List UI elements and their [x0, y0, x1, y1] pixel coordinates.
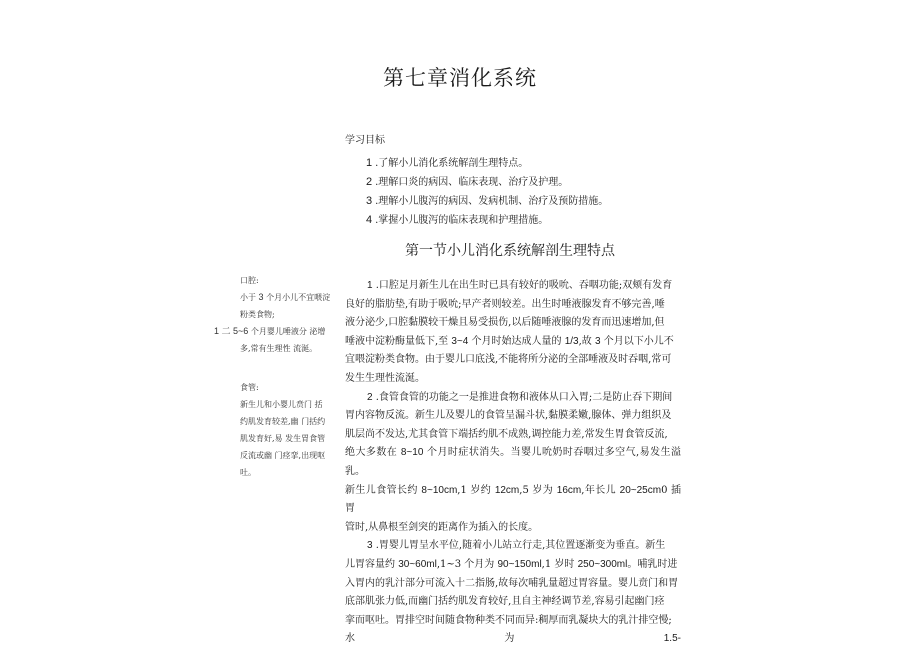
- note-number: 1 二 5~6: [214, 326, 249, 336]
- section-title: 第一节小儿消化系统解剖生理特点: [405, 243, 615, 259]
- paragraph-esophagus: [345, 389, 681, 538]
- note-line: 反流或幽 门痉挛,出现呕: [240, 451, 326, 460]
- learning-goal-item: [366, 154, 608, 173]
- note-text: 小于: [240, 293, 259, 302]
- text-line: 肌层尚不发达,尤其食管下端括约肌不成熟,调控能力差,常发生胃食管反流,: [345, 428, 668, 440]
- note-line: 食管:: [240, 383, 259, 392]
- learning-goal-item: [366, 211, 608, 230]
- body-text: [345, 277, 681, 649]
- text-span: 个月以下小儿不: [600, 335, 674, 347]
- text-span: 水: [345, 633, 355, 645]
- number-span: 20~25cm: [619, 484, 662, 496]
- text-line: [345, 277, 681, 296]
- text-span: 为: [504, 633, 515, 645]
- text-span: 。哺乳时进: [627, 558, 678, 570]
- number-span: 90~150ml: [497, 558, 542, 570]
- text-line: [345, 537, 681, 556]
- text-span: 新生儿食管长约: [345, 484, 422, 496]
- goal-text: .掌握小儿腹泻的临床表现和护理措施。: [375, 215, 549, 226]
- text-line: [345, 389, 681, 408]
- number-span: 8~10: [400, 447, 424, 459]
- note-line: 多,常有生理性 流涎。: [240, 344, 318, 353]
- number-span: 12cm: [494, 484, 520, 496]
- text-line: 宜喂淀粉类食物。由于婴儿口底浅,不能将所分泌的全部唾液及时吞咽,常可: [345, 354, 672, 366]
- goal-number: 3: [366, 195, 373, 207]
- text-span: ,1 岁约: [457, 484, 495, 496]
- text-span: 儿胃容量约: [345, 558, 399, 570]
- goal-number: 2: [366, 176, 373, 188]
- text-span: 唾液中淀粉酶量低下,至: [345, 335, 452, 347]
- goal-text: .理解口炎的病因、临床表现、治疗及护理。: [375, 177, 569, 188]
- text-line: [345, 444, 681, 481]
- text-span: 绝大多数在: [345, 447, 401, 459]
- note-line: [214, 289, 340, 306]
- text-line: [345, 556, 681, 575]
- note-line: [214, 323, 340, 340]
- note-number: 3: [258, 292, 264, 302]
- note-line: 新生儿和小婴儿贲门 括: [240, 400, 323, 409]
- goal-number: 4: [366, 214, 373, 226]
- note-line: 肌发育好,易 发生胃食管: [240, 434, 326, 443]
- number-span: 1.5-: [663, 633, 681, 645]
- note-text: 个月小儿不宜喂淀: [263, 293, 331, 302]
- text-line: 发生生理性流涎。: [345, 372, 425, 384]
- note-line: 粉类食物;: [240, 310, 275, 319]
- text-line: 良好的脂肪垫,有助于吸吮;早产者则较差。出生时唾液腺发育不够完善,唾: [345, 298, 665, 310]
- goal-text: .了解小儿消化系统解剖生理特点。: [375, 158, 529, 169]
- margin-notes: [214, 272, 340, 481]
- text-span: .口腔足月新生儿在出生时已具有较好的吸吮、吞咽功能;双颊有发育: [372, 280, 673, 291]
- text-span: ,1~3 个月为: [436, 558, 498, 570]
- note-line: 约肌发育较差,幽 门括约: [240, 417, 326, 426]
- learning-goals-label: 学习目标: [345, 135, 385, 146]
- text-span: ,1 岁时: [541, 558, 578, 570]
- text-line: 底部肌张力低,而幽门括约肌发育较好,且自主神经调节差,容易引起幽门痉: [345, 596, 665, 608]
- text-span: ,5 岁为: [519, 484, 557, 496]
- number-span: 1/3: [564, 335, 579, 347]
- margin-note-mouth: [214, 272, 340, 357]
- note-line: 口腔:: [240, 276, 259, 285]
- text-span: .胃婴儿胃呈水平位,随着小儿站立行走,其位置逐渐变为垂直。新生: [372, 540, 666, 552]
- learning-goals-list: [366, 154, 608, 230]
- text-line: 入胃内的乳汁部分可流入十二指肠,故每次哺乳量超过胃容量。婴儿贲门和胃: [345, 577, 679, 589]
- text-span: 个月时始达成人量的: [468, 335, 565, 347]
- paragraph-number: 1: [367, 280, 373, 291]
- goal-text: .理解小儿腹泻的病因、发病机制、治疗及预防措施。: [375, 196, 609, 207]
- text-line: 管时,从鼻根至剑突的距离作为插入的长度。: [345, 521, 539, 533]
- text-span: ,故: [578, 335, 595, 347]
- chapter-title: 第七章消化系统: [383, 66, 537, 90]
- paragraph-number: 3: [367, 540, 373, 552]
- learning-goal-item: [366, 192, 608, 211]
- number-span: 16cm: [556, 484, 582, 496]
- learning-goal-item: [366, 173, 608, 192]
- text-span: ,年长儿: [581, 484, 620, 496]
- number-span: 3~4: [451, 335, 469, 347]
- paragraph-number: 2: [367, 391, 373, 403]
- text-line: [345, 482, 681, 519]
- number-span: 30~60ml: [398, 558, 437, 570]
- text-span: 0 插胃: [345, 484, 682, 515]
- note-line: 吐。: [240, 468, 256, 477]
- text-line: [345, 333, 681, 352]
- margin-note-esophagus: [214, 379, 340, 481]
- text-line: 挛而呕吐。胃排空时间随食物种类不同而异:稠厚而乳凝块大的乳汁排空慢;: [345, 614, 672, 626]
- number-span: 250~300ml: [577, 558, 628, 570]
- note-text: 个月婴儿唾液分 泌增: [248, 327, 326, 336]
- text-line-last: [345, 630, 681, 649]
- text-span: 个月时症状消失。当婴儿吮奶时吞咽过多空气,易发生溢乳。: [345, 447, 681, 477]
- number-span: 8~10cm: [421, 484, 458, 496]
- text-span: .食管食管的功能之一是推进食物和液体从口入胃;二是防止吞下期间: [372, 391, 673, 403]
- paragraph-oral-cavity: [345, 277, 681, 389]
- number-span: 3: [594, 335, 601, 347]
- goal-number: 1: [366, 157, 373, 169]
- text-line: 胃内容物反流。新生儿及婴儿的食管呈漏斗状,黏膜柔嫩,腺体、弹力组织及: [345, 410, 672, 422]
- text-line: 液分泌少,口腔黏膜较干燥且易受损伤,以后随唾液腺的发育而迅速增加,但: [345, 317, 665, 329]
- paragraph-stomach: [345, 537, 681, 649]
